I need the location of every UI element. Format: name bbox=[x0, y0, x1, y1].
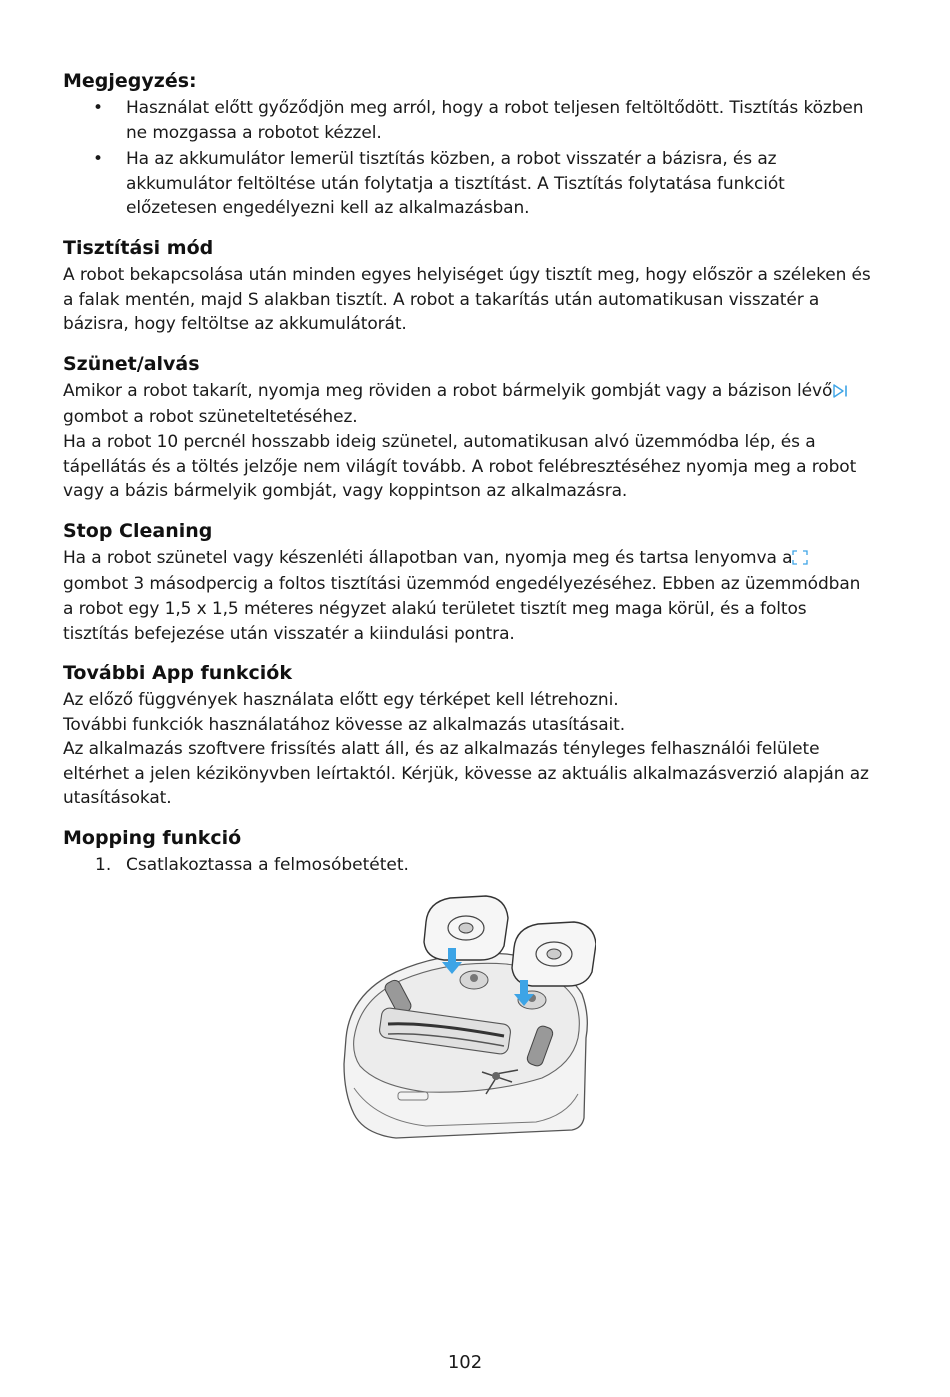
cleaning-mode-section bbox=[63, 235, 873, 337]
spot-clean-icon bbox=[792, 548, 808, 573]
mop-pad-left bbox=[424, 896, 508, 960]
pause-sleep-heading: Szünet/alvás bbox=[63, 352, 200, 375]
pause-sleep-paragraph-1 bbox=[63, 379, 873, 430]
cleaning-mode-text: A robot bekapcsolása után minden egyes helyiséget úgy tisztít meg, hogy először a széleken és a falak mentén, majd S alakban tisztít. A robot a takarítás után automatikusan visszatér a bázisra, hogy feltöltse az akkumulátorát. bbox=[63, 264, 871, 335]
stop-cleaning-section bbox=[63, 518, 873, 646]
stop-cleaning-text bbox=[63, 546, 873, 646]
stop-cleaning-heading: Stop Cleaning bbox=[63, 519, 213, 542]
note-heading: Megjegyzés: bbox=[63, 70, 197, 92]
pause-sleep-text-before-icon: Amikor a robot takarít, nyomja meg röviden a robot bármelyik gombját vagy a bázison lévő bbox=[63, 380, 833, 401]
bullet-icon: • bbox=[93, 149, 103, 170]
bullet-icon: • bbox=[93, 98, 103, 118]
step-text: Csatlakoztassa a felmosóbetétet. bbox=[126, 855, 409, 876]
manual-page bbox=[63, 68, 873, 892]
more-app-line-1: Az előző függvények használata előtt egy térképet kell létrehozni. bbox=[63, 690, 619, 711]
pause-sleep-section bbox=[63, 351, 873, 504]
note-bullet-text: Ha az akkumulátor lemerül tisztítás közben, a robot visszatér a bázisra, és az akkumulátor feltöltése után folytatja a tisztítást. A Tisztítás folytatása funkciót előzetesen engedélyezni kell az alkalmazásban. bbox=[126, 149, 785, 219]
note-section bbox=[63, 68, 873, 221]
play-pause-icon bbox=[832, 381, 848, 406]
more-app-section bbox=[63, 660, 873, 811]
mopping-step-list bbox=[63, 853, 873, 878]
note-bullet-list bbox=[63, 96, 873, 221]
mopping-step-item bbox=[63, 853, 873, 878]
robot-mop-pad-illustration bbox=[336, 888, 596, 1146]
pause-sleep-paragraph-2: Ha a robot 10 percnél hosszabb ideig szünetel, automatikusan alvó üzemmódba lép, és a tápellátás és a töltés jelzője nem világít tovább. A robot felébresztéséhez nyomja meg a robot vagy a bázis bármelyik gombját, vagy koppintson az alkalmazásra. bbox=[63, 431, 857, 502]
note-bullet-item bbox=[63, 96, 873, 145]
page-number: 102 bbox=[447, 1352, 483, 1373]
stop-cleaning-text-after-icon: gombot 3 másodpercig a foltos tisztítási üzemmód engedélyezéséhez. Ebben az üzemmódban a robot egy 1,5 x 1,5 méteres négyzet alakú területet tisztít meg maga körül, és a foltos tisztítás befejezése után visszatér a kiindulási pontra. bbox=[63, 574, 861, 644]
more-app-line-3: Az alkalmazás szoftvere frissítés alatt áll, és az alkalmazás tényleges felhasználói felülete eltérhet a jelen kézikönyvben leírtaktól. Kérjük, kövesse az aktuális alkalmazásverzió alapján az utasításokat. bbox=[63, 739, 869, 809]
cleaning-mode-heading: Tisztítási mód bbox=[63, 236, 214, 259]
pause-sleep-text-after-icon: gombot a robot szüneteltetéséhez. bbox=[63, 407, 358, 428]
note-bullet-text: Használat előtt győződjön meg arról, hogy a robot teljesen feltöltődött. Tisztítás közben ne mozgassa a robotot kézzel. bbox=[126, 98, 864, 143]
more-app-heading: További App funkciók bbox=[63, 662, 292, 685]
more-app-line-2: További funkciók használatához kövesse az alkalmazás utasításait. bbox=[63, 714, 626, 735]
step-number: 1. bbox=[95, 855, 112, 876]
mopping-section bbox=[63, 825, 873, 878]
mopping-heading: Mopping funkció bbox=[63, 827, 242, 850]
note-bullet-item bbox=[63, 147, 873, 221]
stop-cleaning-text-before-icon: Ha a robot szünetel vagy készenléti állapotban van, nyomja meg és tartsa lenyomva a bbox=[63, 547, 793, 568]
mop-pad-right bbox=[512, 922, 596, 986]
